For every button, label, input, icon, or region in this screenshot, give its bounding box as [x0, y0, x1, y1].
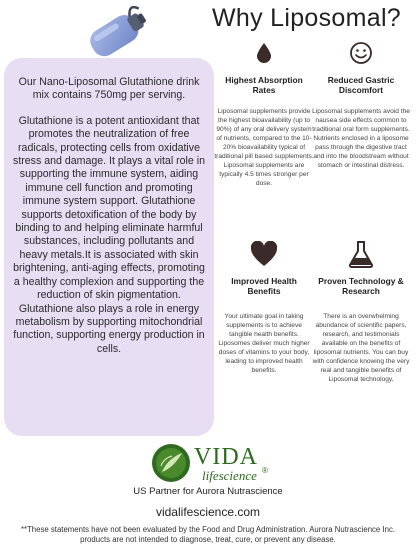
feature-title: Reduced Gastric Discomfort	[327, 75, 395, 95]
registered-mark: ®	[262, 466, 268, 475]
smiley-icon	[349, 41, 373, 65]
intro-text: Our Nano-Liposomal Glutathione drink mix contains 750mg per serving.	[18, 76, 200, 102]
feature-research	[311, 238, 411, 384]
heart-icon	[250, 241, 278, 267]
description-panel	[4, 58, 214, 436]
feature-absorption	[214, 37, 314, 188]
partner-text: US Partner for Aurora Nutrascience	[133, 486, 283, 497]
feature-health	[214, 238, 314, 375]
flask-icon	[348, 240, 374, 268]
fda-disclaimer: **These statements have not been evaluated by the Food and Drug Administration. Aurora Nutrascience Inc. products are not intended to diagnose, treat, cure, or prevent any disease.	[20, 525, 396, 544]
feature-gastric	[311, 37, 411, 170]
feature-body: There is an overwhelming abundance of scientific papers, research, and testimonials available on the benefits of liposomal nutrients. You can buy with confidence knowing the very real and tangible benefits of Liposomal technology.	[312, 313, 410, 383]
logo-subtitle: lifescience	[202, 468, 257, 483]
feature-title: Proven Technology & Research	[318, 276, 404, 296]
glutathione-description: Glutathione is a potent antioxidant that promotes the neutralization of free radicals, protecting cells from oxidative stress and damage. It plays a vital role in supporting the immune system, aiding immune cell function and promoting immune system support. Glutathione supports detoxification of the body by binding to and helping eliminate harmful substances, including pollutants and heavy metals.It is associated with skin brightening, anti-aging effects, promoting a healthy complexion and supporting the reduction of skin pigmentation. Glutathione also plays a role in energy metabolism by supporting mitochondrial function, supporting energy production in cells.	[13, 114, 205, 355]
feature-title: Highest Absorption Rates	[225, 75, 303, 95]
feature-body: Liposomal supplements provide the highest bioavailability (up to 90%) of any oral delivery system of nutrients, compared to the 10-20% bioavailability typical of traditional pill based supplements. Liposomal supplements are typically 4.5 times stronger per dose.	[214, 108, 314, 187]
feature-title: Improved Health Benefits	[231, 276, 297, 296]
feature-body: Liposomal supplements avoid the nausea side effects common to traditional oral form supplements. Nutrients enclosed in a liposome pass through the digestive tract and into the bloodstream without stomach or intestinal distress.	[312, 108, 410, 169]
feature-body: Your ultimate goal in taking supplements is to achieve tangible health benefits. Liposomes deliver much higher doses of vitamins to your body, leading to improved health benefits.	[218, 313, 310, 374]
page-heading: Why Liposomal?	[212, 4, 402, 32]
website-link[interactable]: vidalifescience.com	[155, 505, 261, 519]
logo-wordmark: VIDA	[194, 444, 258, 470]
droplet-icon	[256, 42, 272, 64]
vida-logo	[150, 442, 280, 488]
leaf-emblem-icon	[150, 442, 192, 484]
